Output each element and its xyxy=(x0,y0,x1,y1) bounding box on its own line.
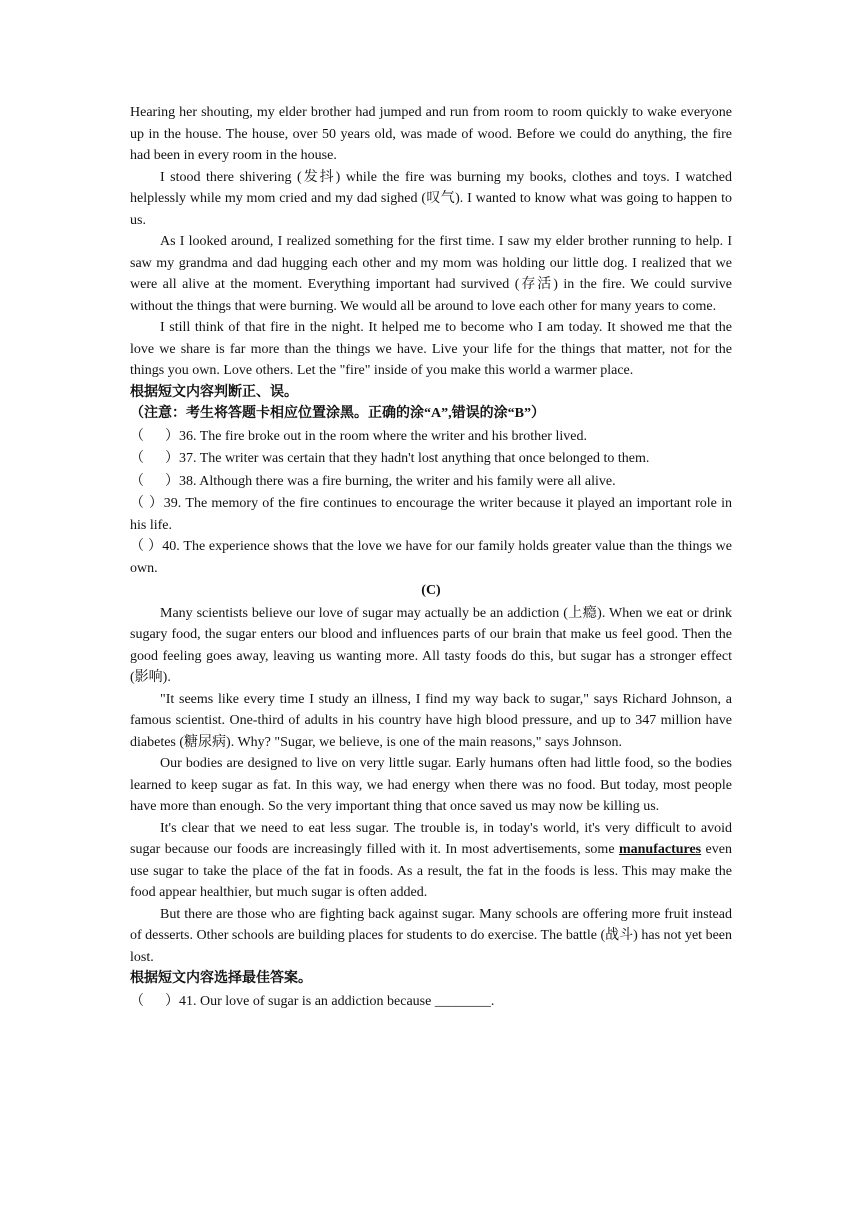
answer-blank[interactable]: （ ） xyxy=(130,496,164,511)
question-37 xyxy=(130,448,732,470)
passage-c-paragraph-2: "It seems like every time I study an illness, I find my way back to sugar," says Richard Johnson, a famous scientist. One-third of adults in his country have high blood pressure, and up to 347 million have diabetes (糖尿病). Why? "Sugar, we believe, is one of the main reasons," says Johnson. xyxy=(130,691,732,750)
question-text: 40. The experience shows that the love we have for our family holds greater value than the things we own. xyxy=(130,539,733,576)
answer-blank[interactable]: （ ） xyxy=(130,539,163,554)
story-paragraph-2: I stood there shivering (发抖) while the fire was burning my books, clothes and toys. I watched helplessly while my mom cried and my dad sighed (叹气). I wanted to know what was going to happen to us. xyxy=(130,169,732,228)
story-paragraph-3: As I looked around, I realized something for the first time. I saw my elder brother running to help. I saw my grandma and dad hugging each other and my mom was holding our little dog. I realized that we were all alive at the moment. Everything important had survived (存活) in the fire. We could survive without the things that were burning. We would all be around to love each other for many years to come. xyxy=(130,234,732,314)
question-text: 37. The writer was certain that they hadn't lost anything that once belonged to them. xyxy=(179,451,650,466)
question-38 xyxy=(130,471,732,493)
mc-instruction-heading: 根据短文内容选择最佳答案。 xyxy=(130,971,312,986)
underlined-keyword: manufactures xyxy=(618,842,702,857)
question-41 xyxy=(130,991,732,1013)
question-text: 36. The fire broke out in the room where the writer and his brother lived. xyxy=(179,428,587,444)
answer-blank[interactable]: （ ） xyxy=(130,451,179,466)
question-39 xyxy=(130,493,732,536)
question-text: 41. Our love of sugar is an addiction because ________. xyxy=(179,993,495,1009)
answer-blank[interactable]: （ ） xyxy=(130,993,179,1009)
answer-blank[interactable]: （ ） xyxy=(130,428,179,444)
story-paragraph-1: Hearing her shouting, my elder brother had jumped and run from room to room quickly to wake everyone up in the house. The house, over 50 years old, was made of wood. Before we could do anything, the fire had been in every room in the house. xyxy=(130,105,732,163)
paragraph-text: even use sugar to take the place of the fat in foods. As a result, the fat in the foods is less. This may make the food appear healthier, but much sugar is often added. xyxy=(130,842,732,900)
question-36 xyxy=(130,426,732,448)
story-paragraph-4: I still think of that fire in the night. It helped me to become who I am today. It showed me that the love we share is far more than the things we have. Live your life for the things that matter, not for the things you own. Love others. Let the "fire" inside of you make this world a warmer place. xyxy=(130,320,732,378)
exam-page xyxy=(130,102,732,1013)
question-text: 38. Although there was a fire burning, the writer and his family were all alive. xyxy=(179,473,616,489)
passage-c-paragraph-5: But there are those who are fighting back against sugar. Many schools are offering more fruit instead of desserts. Other schools are building places for students to do exercise. The battle (战斗) has not yet been lost. xyxy=(130,906,732,965)
answer-blank[interactable]: （ ） xyxy=(130,473,179,489)
tf-instruction-note: （注意：考生将答题卡相应位置涂黑。正确的涂“A”,错误的涂“B”） xyxy=(130,406,545,421)
passage-c-paragraph-3: Our bodies are designed to live on very little sugar. Early humans often had little food, so the bodies learned to keep sugar as fat. In this way, we had energy when there was no food. But today, most people have more than enough. So the very important thing that once saved us may now be killing us. xyxy=(130,756,732,814)
passage-c-paragraph-1: Many scientists believe our love of sugar may actually be an addiction (上瘾). When we eat or drink sugary food, the sugar enters our blood and influences parts of our brain that make us feel good. Then the good feeling goes away, leaving us wanting more. All tasty foods do this, but sugar has a stronger effect (影响). xyxy=(130,605,732,685)
question-text: 39. The memory of the fire continues to encourage the writer because it played an important role in his life. xyxy=(130,496,732,533)
section-c-title: (C) xyxy=(421,583,441,598)
paragraph-text: It's clear that we need to eat less sugar. The trouble is, in today's world, it's very difficult to avoid sugar because our foods are increasingly filled with it. In most advertisements, some xyxy=(130,820,732,857)
passage-c-paragraph-4 xyxy=(130,818,732,904)
tf-instruction-heading: 根据短文内容判断正、误。 xyxy=(130,384,298,400)
question-40 xyxy=(130,536,732,579)
